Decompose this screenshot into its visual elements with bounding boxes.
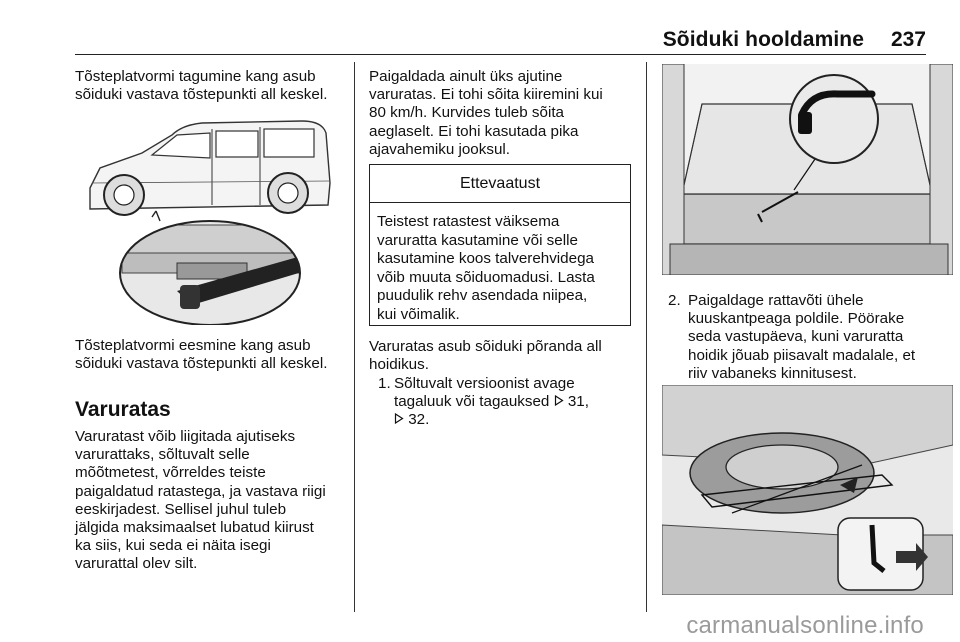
van-cargo-floor-illustration bbox=[662, 64, 953, 275]
text-line: paigaldatud ratastega, ja vastava riigi bbox=[75, 482, 326, 500]
text-line: hoidik jõuab piisavalt madalale, et bbox=[688, 346, 916, 364]
text-line: Varuratast võib liigitada ajutiseks bbox=[75, 428, 296, 445]
page-title: Sõiduki hooldamine bbox=[662, 28, 864, 51]
text-line: ajavahemiku jooksul. bbox=[369, 140, 510, 158]
text-line: kasutamine koos talverehvidega bbox=[377, 250, 594, 268]
spare-wheel-cradle-illustration bbox=[662, 385, 953, 595]
text-line: aeglaselt. Ei tohi kasutada pika bbox=[369, 122, 579, 140]
text-line: võib muuta sõiduomadusi. Lasta bbox=[377, 268, 595, 286]
step-number: 2. bbox=[668, 292, 681, 309]
header-rule bbox=[75, 54, 926, 55]
page-number: 237 bbox=[890, 28, 926, 51]
caution-text bbox=[377, 213, 595, 325]
text-line: Paigaldage rattavõti ühele bbox=[688, 292, 864, 309]
section-heading-spare-wheel: Varuratas bbox=[75, 398, 171, 421]
text-line: puudulik rehv asendada niipea, bbox=[377, 287, 588, 305]
text-line: mõõtmetest, võrreldes teiste bbox=[75, 464, 266, 482]
paragraph-spare-wheel-info bbox=[75, 428, 326, 574]
step-number: 1. bbox=[378, 375, 391, 392]
list-item-step-2 bbox=[668, 292, 956, 387]
text-line: seda vastupäeva, kuni varuratta bbox=[688, 328, 904, 346]
text-line: eeskirjadest. Sellisel juhul tuleb bbox=[75, 500, 287, 518]
text-line: jälgida maksimaalset lubatud kiirust bbox=[75, 519, 314, 537]
paragraph-rear-jack-point bbox=[75, 68, 327, 104]
text-line: Varuratas asub sõiduki põranda all bbox=[369, 338, 602, 355]
triangle-right-icon bbox=[554, 395, 564, 406]
text-line: Tõsteplatvormi tagumine kang asub bbox=[75, 68, 316, 85]
paragraph-spare-location bbox=[369, 338, 602, 374]
text-line: riiv vabaneks kinnitusest. bbox=[688, 364, 857, 382]
list-item-step-1 bbox=[378, 375, 640, 435]
text-line: Teistest ratastest väiksema bbox=[377, 213, 560, 230]
text-line: Sõltuvalt versioonist avage bbox=[394, 375, 575, 392]
caution-box bbox=[369, 164, 631, 326]
text-line: Paigaldada ainult üks ajutine bbox=[369, 68, 563, 85]
text-line: hoidikus. bbox=[369, 356, 429, 374]
cross-reference-link[interactable]: 32. bbox=[408, 411, 430, 429]
text-line: 80 km/h. Kurvides tuleb sõita bbox=[369, 104, 565, 122]
text-line: Tõsteplatvormi eesmine kang asub bbox=[75, 337, 311, 354]
watermark: carmanualsonline.info bbox=[686, 612, 924, 639]
triangle-right-icon bbox=[394, 413, 404, 424]
car-lift-point-illustration bbox=[82, 113, 340, 325]
text-line: kui võimalik. bbox=[377, 305, 460, 323]
paragraph-front-jack-point bbox=[75, 337, 327, 373]
text-line: varurattal olev silt. bbox=[75, 555, 198, 573]
text-line: sõiduki vastava tõstepunkti all keskel. bbox=[75, 355, 328, 373]
text-line: sõiduki vastava tõstepunkti all keskel. bbox=[75, 86, 328, 104]
column-divider-2 bbox=[646, 62, 647, 612]
text-line: kuuskantpeaga poldile. Pöörake bbox=[688, 310, 905, 328]
caution-title: Ettevaatust bbox=[370, 165, 630, 203]
cross-reference-link[interactable]: 31, bbox=[567, 393, 589, 411]
column-divider-1 bbox=[354, 62, 355, 612]
text-line: varurattaks, sõltuvalt selle bbox=[75, 446, 250, 464]
text-line: tagaluuk või tagauksed bbox=[394, 393, 550, 411]
paragraph-temporary-spare bbox=[369, 68, 603, 159]
text-line: varuratas. Ei tohi sõita kiiremini kui bbox=[369, 86, 603, 104]
text-line: varuratta kasutamine või selle bbox=[377, 231, 578, 249]
text-line: ka siis, kui seda ei näita isegi bbox=[75, 537, 271, 555]
